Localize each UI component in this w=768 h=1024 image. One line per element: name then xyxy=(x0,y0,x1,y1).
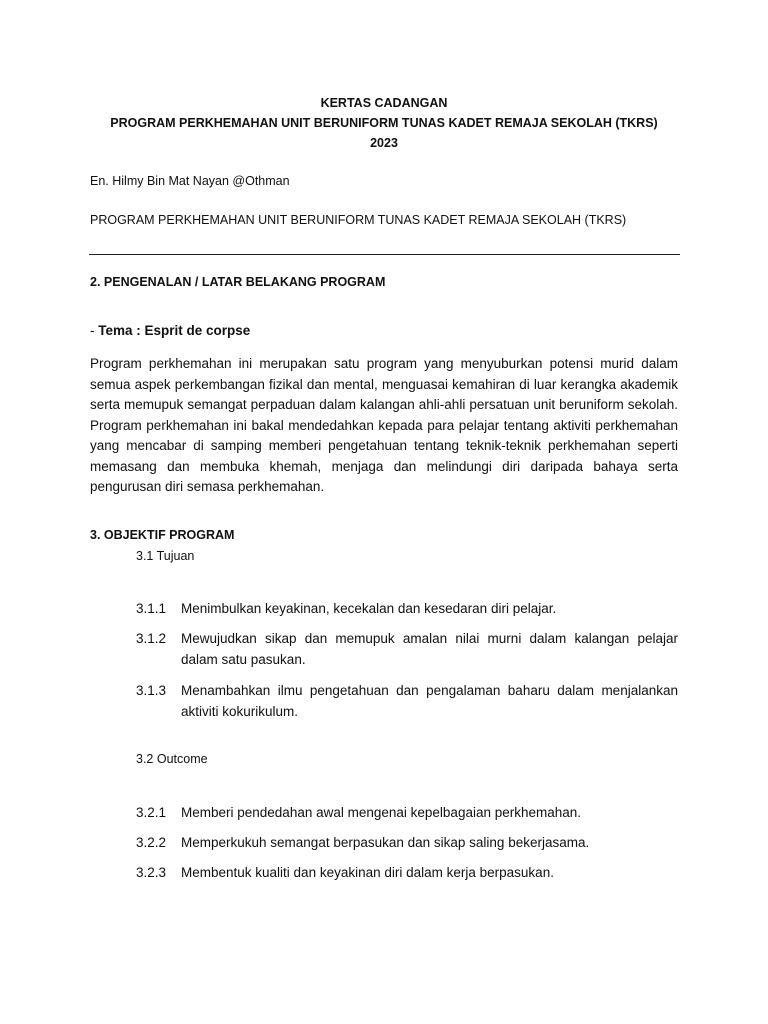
list-item xyxy=(136,628,678,670)
list-item-text: Menimbulkan keyakinan, kecekalan dan kesedaran diri pelajar. xyxy=(181,601,557,616)
theme-text: Tema : Esprit de corpse xyxy=(98,323,251,338)
introduction-paragraph: Program perkhemahan ini merupakan satu program yang menyuburkan potensi murid dalam semua aspek perkembangan fizikal dan mental, menguasai kemahiran di luar kerangka akademik serta memupuk semangat perpaduan dalam kalangan ahli-ahli persatuan unit beruniform sekolah. Program perkhemahan ini bakal mendedahkan kepada para pelajar tentang aktiviti perkhemahan yang mencabar di samping memberi pengetahuan tentang teknik-teknik perkhemahan seperti memasang dan membuka khemah, menjaga dan melindungi diri daripada bahaya serta pengurusan diri semasa perkhemahan. xyxy=(90,356,678,494)
document-title-block xyxy=(0,93,768,153)
list-item-number: 3.1.3 xyxy=(136,683,167,698)
list-item xyxy=(136,832,678,853)
horizontal-divider xyxy=(89,254,680,255)
list-item xyxy=(136,862,678,883)
list-item-text: Membentuk kualiti dan keyakinan diri dalam kerja berpasukan. xyxy=(181,865,554,880)
section-2-heading: 2. PENGENALAN / LATAR BELAKANG PROGRAM xyxy=(90,275,386,289)
document-subtitle: PROGRAM PERKHEMAHAN UNIT BERUNIFORM TUNAS KADET REMAJA SEKOLAH (TKRS) xyxy=(110,116,658,130)
list-item-number: 3.1.2 xyxy=(136,631,167,646)
document-year: 2023 xyxy=(370,136,398,150)
list-item-number: 3.2.3 xyxy=(136,865,167,880)
section-3-heading: 3. OBJEKTIF PROGRAM xyxy=(90,528,235,542)
outcome-label: 3.2 Outcome xyxy=(136,752,208,766)
list-item-text: Memperkukuh semangat berpasukan dan sikap saling bekerjasama. xyxy=(181,835,590,850)
list-item-number: 3.1.1 xyxy=(136,601,167,616)
theme-dash: - xyxy=(90,323,99,338)
author-name: En. Hilmy Bin Mat Nayan @Othman xyxy=(90,174,290,188)
list-item-text: Memberi pendedahan awal mengenai kepelbagaian perkhemahan. xyxy=(181,805,582,820)
document-title: KERTAS CADANGAN xyxy=(320,96,448,110)
program-title: PROGRAM PERKHEMAHAN UNIT BERUNIFORM TUNAS KADET REMAJA SEKOLAH (TKRS) xyxy=(90,213,627,227)
list-item xyxy=(136,680,678,722)
theme-line xyxy=(90,323,250,338)
list-item-number: 3.2.1 xyxy=(136,805,167,820)
list-item xyxy=(136,802,678,823)
list-item-text: Menambahkan ilmu pengetahuan dan pengalaman baharu dalam menjalankan aktiviti kokurikulum. xyxy=(181,683,678,719)
list-item xyxy=(136,598,678,619)
list-item-text: Mewujudkan sikap dan memupuk amalan nilai murni dalam kalangan pelajar dalam satu pasukan. xyxy=(181,631,678,667)
tujuan-label: 3.1 Tujuan xyxy=(136,549,195,563)
list-item-number: 3.2.2 xyxy=(136,835,167,850)
